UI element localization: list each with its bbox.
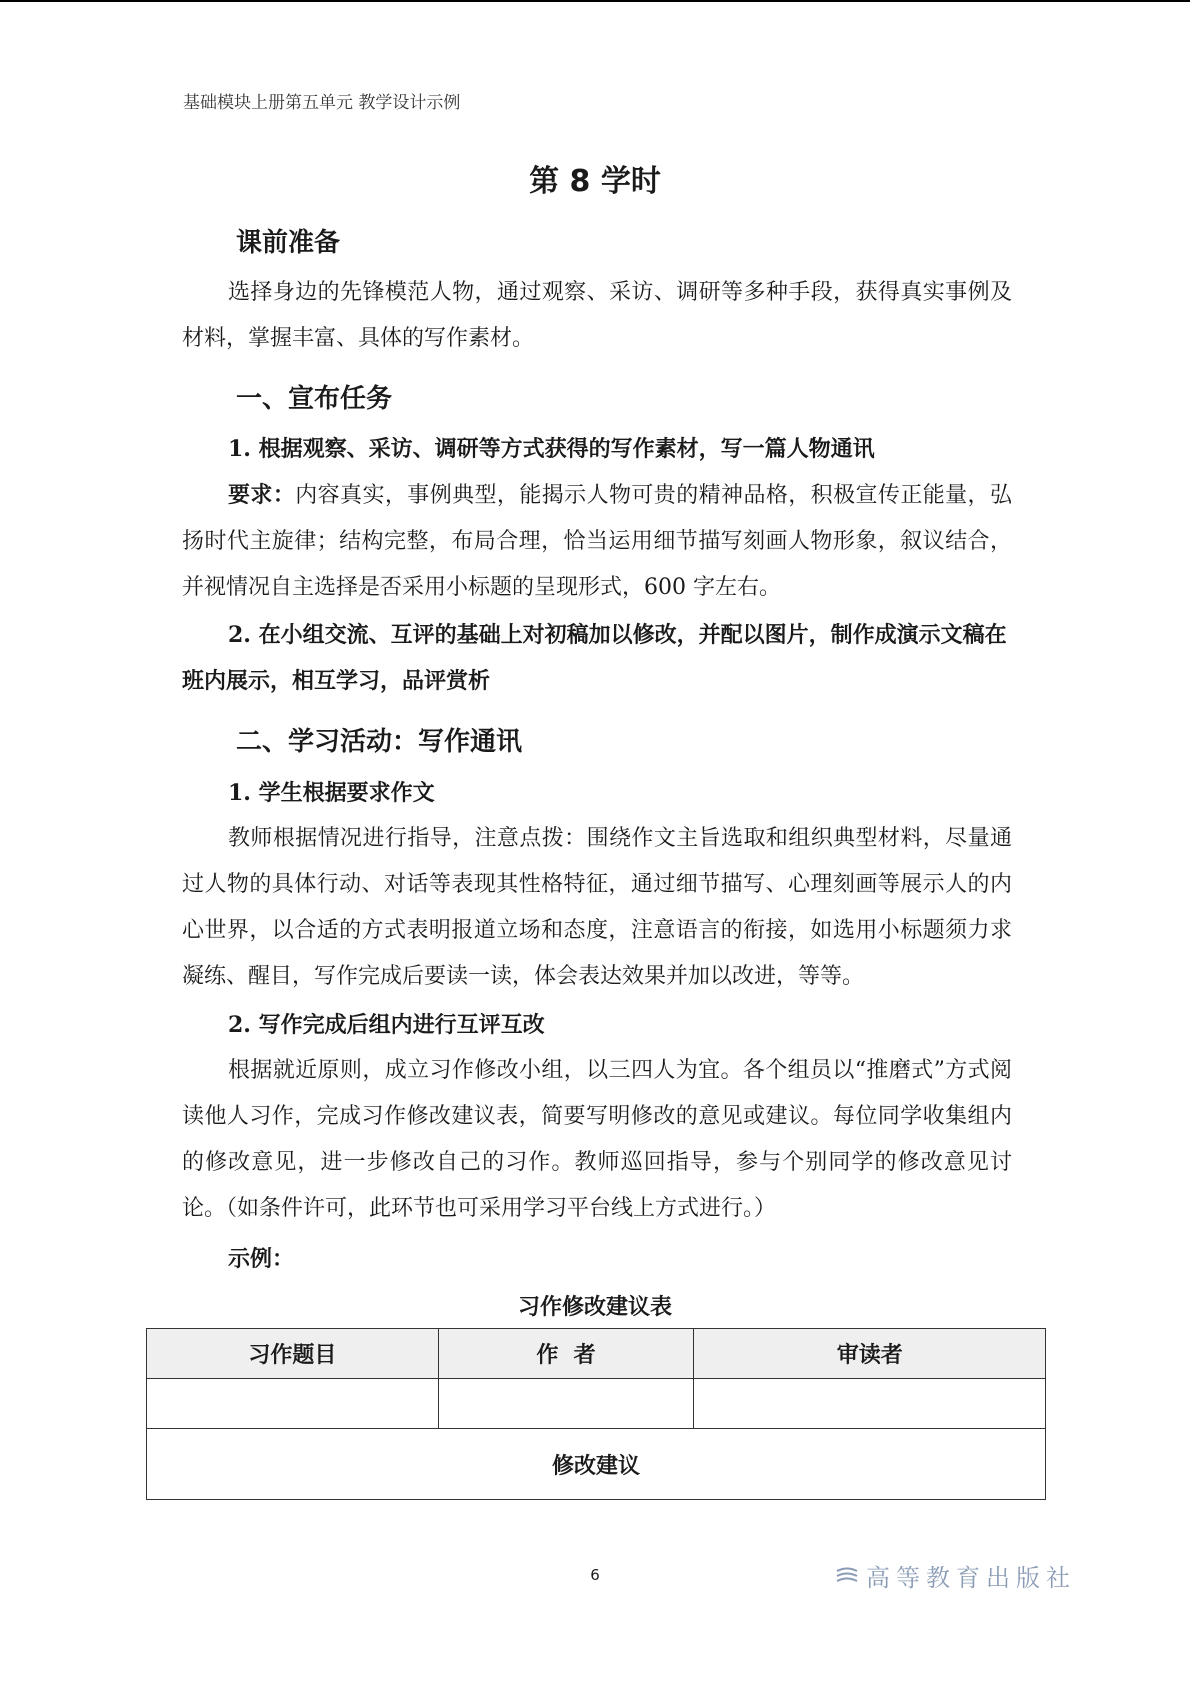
running-header: 基础模块上册第五单元 教学设计示例 [183,93,461,113]
table-blank-row [147,1379,1046,1429]
publisher-logo [836,1558,1076,1593]
header-reviewer: 审读者 [694,1329,1046,1379]
task-item-2: 2. 在小组交流、互评的基础上对初稿加以修改，并配以图片，制作成演示文稿在班内展示，相互学习，品评赏析 [182,622,1007,694]
heading-activity: 二、学习活动：写作通讯 [236,727,523,757]
cell-author [438,1379,694,1429]
cell-essay-title [147,1379,439,1429]
table-header-row [147,1329,1046,1379]
task-requirement [182,472,1012,611]
activity-paragraph-1: 教师根据情况进行指导，注意点拨：围绕作文主旨选取和组织典型材料，尽量通过人物的具体行动、对话等表现其性格特征，通过细节描写、心理刻画等展示人的内心世界，以合适的方式表明报道立场和态度，注意语言的衔接，如选用小标题须力求凝练、醒目，写作完成后要读一读，体会表达效果并加以改进，等等。 [182,826,1012,989]
header-essay-title: 习作题目 [147,1329,439,1379]
page-number: 6 [590,1566,600,1584]
heading-task: 一、宣布任务 [236,384,393,414]
table-suggest-row [147,1429,1046,1500]
cell-reviewer [694,1379,1046,1429]
example-label: 示例： [228,1246,295,1272]
task-item-1: 1. 根据观察、采访、调研等方式获得的写作素材，写一篇人物通讯 [228,436,875,462]
page-top-border [0,0,1190,2]
requirement-text: 内容真实，事例典型，能揭示人物可贵的精神品格，积极宣传正能量，弘扬时代主旋律；结构完整，布局合理，恰当运用细节描写刻画人物形象，叙议结合，并视情况自主选择是否采用小标题的呈现形式，600 字左右。 [182,483,1012,600]
publisher-name: 高等教育出版社 [866,1564,1076,1592]
activity-item-1: 1. 学生根据要求作文 [228,780,435,806]
requirement-label: 要求： [228,482,296,508]
header-author: 作 者 [438,1329,694,1379]
cell-suggestions: 修改建议 [147,1429,1046,1500]
prep-paragraph: 选择身边的先锋模范人物，通过观察、采访、调研等多种手段，获得真实事例及材料，掌握丰富、具体的写作素材。 [182,280,1012,351]
table-title: 习作修改建议表 [517,1294,672,1320]
activity-paragraph-2: 根据就近原则，成立习作修改小组，以三四人为宜。各个组员以“推磨式”方式阅读他人习作，完成习作修改建议表，简要写明修改的意见或建议。每位同学收集组内的修改意见，进一步修改自己的习作。教师巡回指导，参与个别同学的修改意见讨论。（如条件许可，此环节也可采用学习平台线上方式进行。） [182,1058,1012,1221]
heading-prep: 课前准备 [236,228,341,258]
activity-item-2: 2. 写作完成后组内进行互评互改 [228,1012,545,1038]
publisher-emblem-icon [836,1567,858,1585]
review-table [146,1328,1046,1500]
lesson-title: 第 8 学时 [529,164,661,199]
